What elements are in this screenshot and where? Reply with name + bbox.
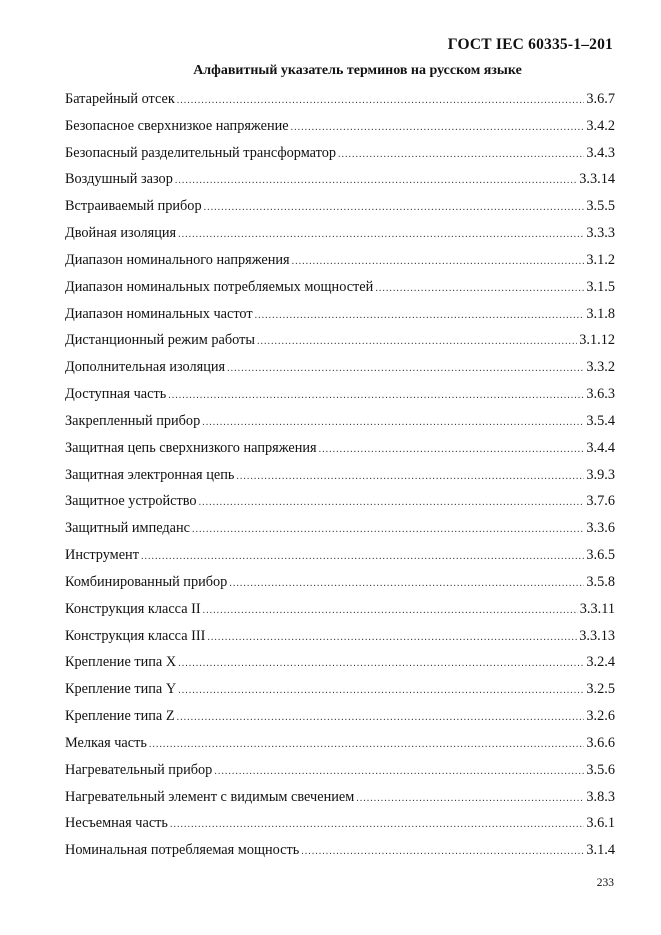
index-reference: 3.5.5 [586,198,615,215]
index-reference: 3.5.8 [586,573,615,590]
index-entry [65,679,615,706]
page-number: 233 [596,877,614,889]
index-reference: 3.2.4 [586,654,615,671]
index-entry [65,438,615,465]
index-entry [65,626,615,653]
dot-leader [178,681,584,701]
index-entry [65,330,615,357]
index-reference: 3.6.6 [586,734,615,751]
index-entry [65,89,615,116]
index-entry [65,733,615,760]
dot-leader [338,145,584,165]
index-term: Диапазон номинального напряжения [65,251,290,268]
index-term: Конструкция класса II [65,600,201,617]
index-term: Нагревательный элемент с видимым свечением [65,788,355,805]
index-entry [65,223,615,250]
document-header: ГОСТ IEC 60335-1–201 [447,36,613,53]
dot-leader [204,198,585,218]
index-reference: 3.6.5 [586,547,615,564]
dot-leader [141,547,584,567]
index-term: Встраиваемый прибор [65,198,202,215]
index-reference: 3.3.13 [579,627,615,644]
index-reference: 3.1.5 [586,278,615,295]
dot-leader [319,440,585,460]
index-entry [65,304,615,331]
index-reference: 3.4.3 [586,144,615,161]
index-reference: 3.5.4 [586,412,615,429]
dot-leader [207,628,577,648]
index-term: Защитный импеданс [65,520,191,537]
dot-leader [236,467,584,487]
index-reference: 3.3.6 [586,520,615,537]
index-reference: 3.1.2 [586,251,615,268]
dot-leader [175,171,577,191]
index-entry [65,357,615,384]
index-entry [65,196,615,223]
index-reference: 3.1.4 [586,842,615,859]
dot-leader [255,306,585,326]
index-reference: 3.1.8 [586,305,615,322]
index-entry [65,787,615,814]
index-term: Безопасное сверхнизкое напряжение [65,117,289,134]
dot-leader [301,842,584,862]
index-reference: 3.6.7 [586,91,615,107]
index-entry [65,491,615,518]
index-term: Инструмент [65,547,139,564]
index-entry [65,652,615,679]
index-entry [65,572,615,599]
index-entry [65,599,615,626]
dot-leader [214,762,584,782]
index-term: Диапазон номинальных потребляемых мощностей [65,278,374,295]
index-reference: 3.8.3 [586,788,615,805]
index-entry [65,411,615,438]
dot-leader [199,493,585,513]
dot-leader [177,708,585,728]
index-reference: 3.3.11 [579,600,615,617]
index-term: Комбинированный прибор [65,573,228,590]
index-reference: 3.6.3 [586,386,615,403]
dot-leader [375,279,584,299]
dot-leader [192,520,584,540]
index-entry [65,116,615,143]
index-term: Защитная цепь сверхнизкого напряжения [65,439,317,456]
index-entry [65,760,615,787]
index-term: Мелкая часть [65,734,147,751]
index-entry [65,169,615,196]
index-reference: 3.2.6 [586,708,615,725]
dot-leader [203,601,578,621]
index-term: Защитное устройство [65,493,197,510]
index-entry [65,465,615,492]
index-entry [65,813,615,840]
index-entry [65,518,615,545]
index-term: Двойная изоляция [65,225,177,242]
index-term: Дистанционный режим работы [65,332,255,349]
index-term: Дополнительная изоляция [65,359,226,376]
index-term: Защитная электронная цепь [65,466,235,483]
index-entry [65,384,615,411]
index-reference: 3.1.12 [579,332,615,349]
dot-leader [356,789,584,809]
index-term: Доступная часть [65,386,167,403]
index-reference: 3.9.3 [586,466,615,483]
dot-leader [292,252,585,272]
index-reference: 3.4.2 [586,117,615,134]
dot-leader [177,91,585,111]
index-term: Крепление типа Y [65,681,177,698]
dot-leader [227,359,584,379]
index-term: Батарейный отсек [65,91,175,107]
dot-leader [291,118,585,138]
index-reference: 3.3.3 [586,225,615,242]
index-entry [65,143,615,170]
index-term: Диапазон номинальных частот [65,305,253,322]
term-index-list [65,89,615,867]
index-entry [65,250,615,277]
index-entry [65,840,615,867]
dot-leader [229,574,584,594]
index-reference: 3.7.6 [586,493,615,510]
index-reference: 3.3.14 [579,171,615,188]
index-term: Воздушный зазор [65,171,173,188]
index-term: Конструкция класса III [65,627,206,644]
index-entry [65,277,615,304]
dot-leader [168,386,584,406]
dot-leader [202,413,584,433]
index-reference: 3.6.1 [586,815,615,832]
index-reference: 3.5.6 [586,761,615,778]
index-term: Номинальная потребляемая мощность [65,842,300,859]
index-entry [65,545,615,572]
index-term: Несъемная часть [65,815,168,832]
index-term: Крепление типа X [65,654,177,671]
index-term: Закрепленный прибор [65,412,201,429]
dot-leader [178,654,584,674]
index-reference: 3.3.2 [586,359,615,376]
index-reference: 3.2.5 [586,681,615,698]
dot-leader [257,332,577,352]
dot-leader [149,735,585,755]
dot-leader [170,815,584,835]
index-term: Нагревательный прибор [65,761,213,778]
dot-leader [178,225,584,245]
index-title: Алфавитный указатель терминов на русском языке [193,63,522,78]
index-entry [65,706,615,733]
index-term: Безопасный разделительный трансформатор [65,144,336,161]
index-reference: 3.4.4 [586,439,615,456]
index-term: Крепление типа Z [65,708,175,725]
